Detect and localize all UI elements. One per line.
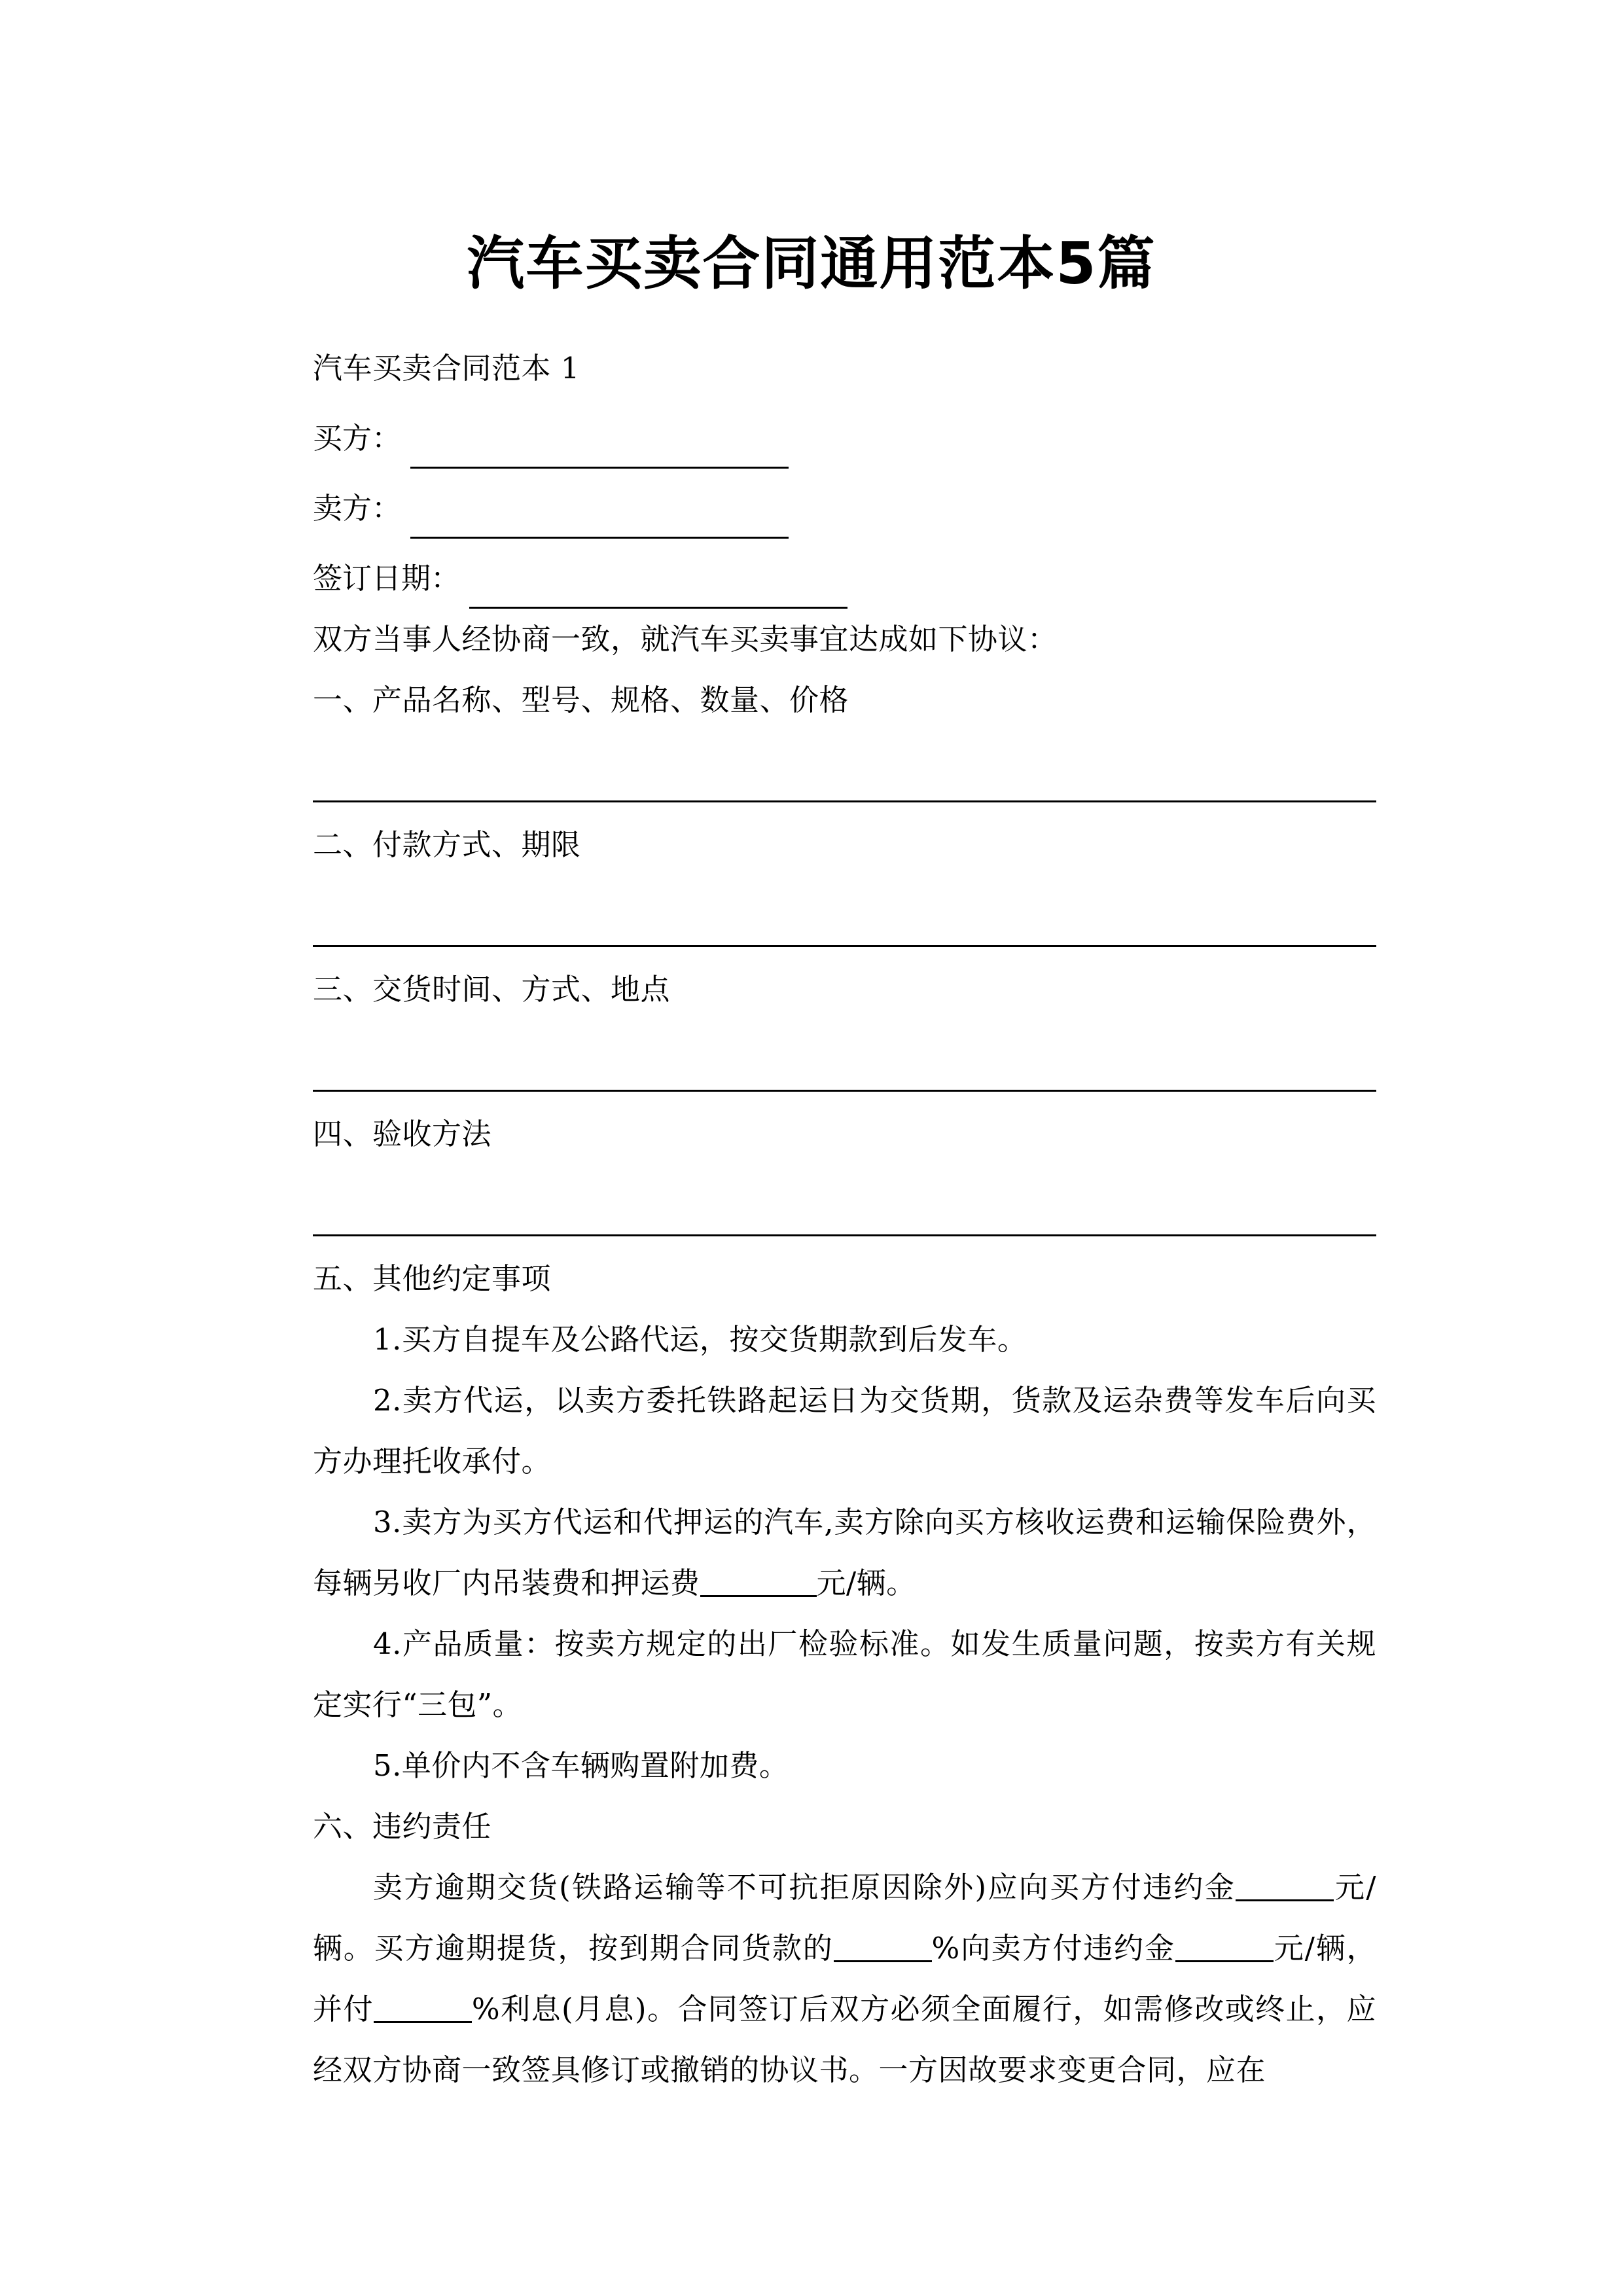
clause-3-blank-fee[interactable] xyxy=(700,1595,817,1597)
section-heading-4: 四、验收方法 xyxy=(313,1117,492,1151)
clause-3-text-after: 元/辆。 xyxy=(816,1566,916,1600)
clause-3-text-before: 3.卖方为买方代运和代押运的汽车,卖方除向买方核收运费和运输保险费外，每辆另收厂内吊装费和押运费 xyxy=(313,1505,1376,1600)
section-heading-5: 五、其他约定事项 xyxy=(313,1261,552,1296)
penalty-text-4: 元/辆，并付 xyxy=(313,1931,1376,2026)
clause-item-4: 4.产品质量：按卖方规定的出厂检验标准。如发生质量问题，按卖方有关规定实行“三包”。 xyxy=(313,1626,1376,1722)
section-answer-area-1[interactable] xyxy=(313,730,1376,814)
clause-item-5: 5.单价内不含车辆购置附加费。 xyxy=(373,1748,789,1783)
preamble-paragraph: 双方当事人经协商一致，就汽车买卖事宜达成如下协议： xyxy=(313,622,1058,656)
penalty-blank-percent-rate[interactable] xyxy=(834,1960,932,1962)
page-title: 汽车买卖合同通用范本5篇 xyxy=(467,229,1156,297)
penalty-blank-buyer-amount[interactable] xyxy=(1175,1960,1274,1962)
clause-item-3 xyxy=(313,1492,1376,1613)
buyer-label: 买方： xyxy=(313,421,402,456)
penalty-text-2: 元/辆。买方逾期提货，按到期合同货款的 xyxy=(313,1870,1376,1965)
section-heading-3: 三、交货时间、方式、地点 xyxy=(313,972,671,1007)
section-answer-area-2[interactable] xyxy=(313,875,1376,959)
section-answer-area-4[interactable] xyxy=(313,1164,1376,1248)
field-row-seller xyxy=(313,478,1376,539)
penalty-blank-interest-rate[interactable] xyxy=(374,2021,472,2023)
signing-date-input-line[interactable] xyxy=(469,570,847,609)
buyer-input-line[interactable] xyxy=(410,430,789,469)
clause-item-2: 2.卖方代运，以卖方委托铁路起运日为交货期，货款及运杂费等发车后向买方办理托收承付。 xyxy=(313,1383,1376,1479)
section-heading-6: 六、违约责任 xyxy=(313,1809,492,1844)
signing-date-label: 签订日期： xyxy=(313,561,461,596)
seller-input-line[interactable] xyxy=(410,500,789,539)
penalty-blank-seller-amount[interactable] xyxy=(1236,1899,1334,1901)
section-heading-1: 一、产品名称、型号、规格、数量、价格 xyxy=(313,683,849,717)
penalty-text-1: 卖方逾期交货(铁路运输等不可抗拒原因除外)应向买方付违约金 xyxy=(373,1870,1236,1905)
penalty-text-5: %利息(月息)。合同签订后双方必须全面履行，如需修改或终止，应经双方协商一致签具修订或撤销的协议书。一方因故要求变更合同，应在 xyxy=(313,1992,1376,2087)
penalty-text-3: %向卖方付违约金 xyxy=(931,1931,1175,1965)
section-answer-area-3[interactable] xyxy=(313,1020,1376,1103)
field-row-buyer xyxy=(313,408,1376,469)
penalty-paragraph xyxy=(313,1857,1376,2100)
clause-item-1: 1.买方自提车及公路代运，按交货期款到后发车。 xyxy=(373,1322,1027,1357)
section-heading-2: 二、付款方式、期限 xyxy=(313,827,581,862)
document-body xyxy=(313,338,1376,2100)
seller-label: 卖方： xyxy=(313,491,402,526)
document-subtitle: 汽车买卖合同范本 1 xyxy=(313,351,580,386)
field-row-signing-date xyxy=(313,548,1376,609)
